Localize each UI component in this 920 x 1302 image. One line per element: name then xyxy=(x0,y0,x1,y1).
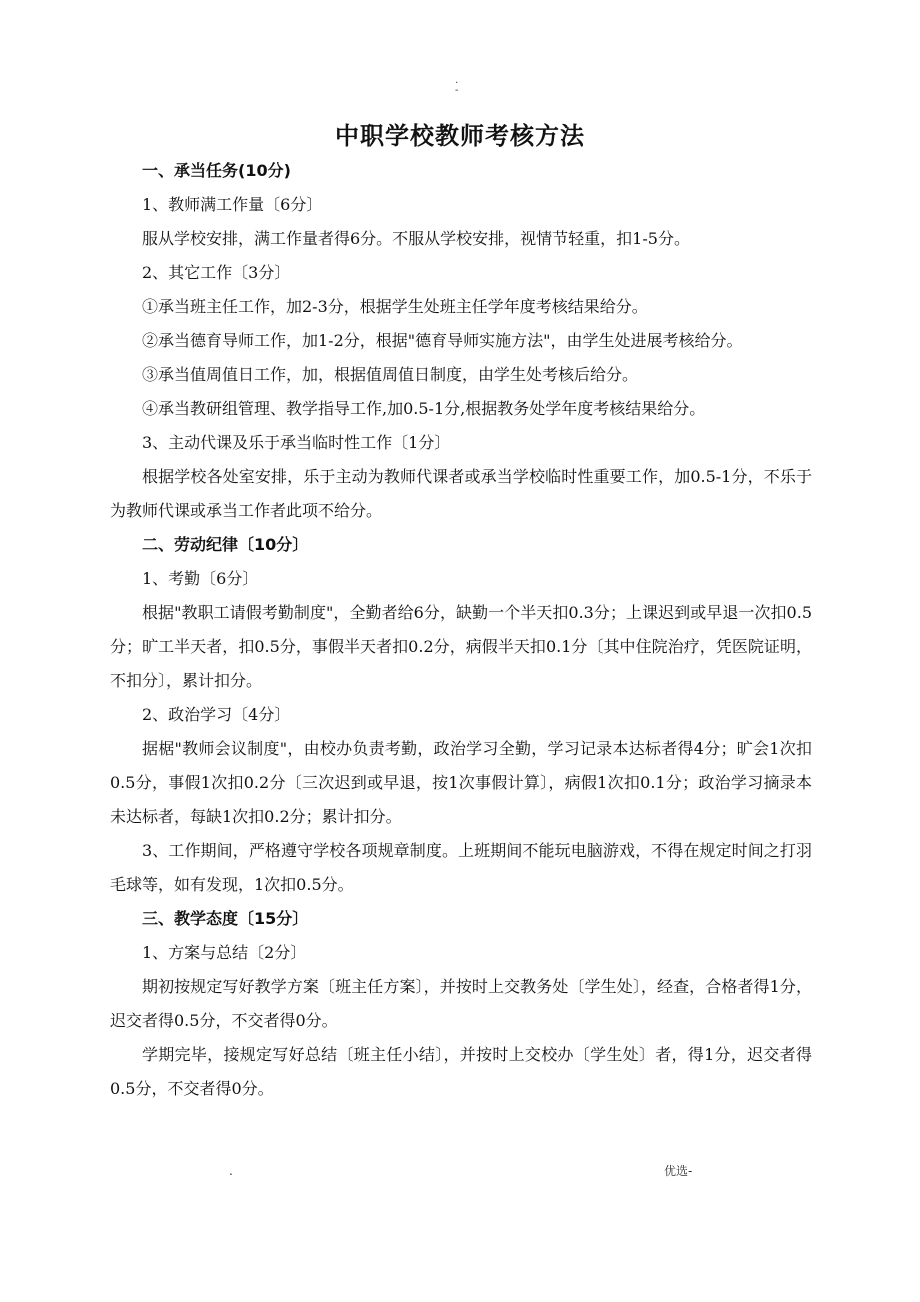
section-heading-1: 一、承当任务(10分) xyxy=(142,161,291,180)
subsection-heading: 1、考勤〔6分〕 xyxy=(142,569,259,588)
subsection-heading: 3、主动代课及乐于承当临时性工作〔1分〕 xyxy=(142,433,451,452)
body-paragraph: 根据学校各处室安排，乐于主动为教师代课者或承当学校临时性重要工作，加0.5-1分，不乐于为教师代课或承当工作者此项不给分。 xyxy=(110,467,812,520)
footer-text: 优选- xyxy=(664,1164,693,1178)
body-paragraph: ①承当班主任工作，加2-3分，根据学生处班主任学年度考核结果给分。 xyxy=(142,297,648,316)
body-paragraph: ②承当德育导师工作，加1-2分，根据"德育导师实施方法"，由学生处进展考核给分。 xyxy=(142,331,743,350)
footer-mark: . xyxy=(229,1164,233,1178)
body-paragraph: 根据"教职工请假考勤制度"，全勤者给6分，缺勤一个半天扣0.3分；上课迟到或早退一次扣0.5分；旷工半天者，扣0.5分，事假半天者扣0.2分，病假半天扣0.1分〔其中住院治疗，凭医院证明，不扣分〕，累计扣分。 xyxy=(110,603,812,690)
body-paragraph: 学期完毕，接规定写好总结〔班主任小结〕，并按时上交校办〔学生处〕者，得1分，迟交者得0.5分，不交者得0分。 xyxy=(110,1045,812,1098)
subsection-heading: 1、方案与总结〔2分〕 xyxy=(142,943,307,962)
body-paragraph: 3、工作期间，严格遵守学校各项规章制度。上班期间不能玩电脑游戏，不得在规定时间之打羽毛球等，如有发现，1次扣0.5分。 xyxy=(110,841,812,894)
header-mark xyxy=(455,76,458,96)
body-paragraph: 服从学校安排，满工作量者得6分。不服从学校安排，视情节轻重，扣1-5分。 xyxy=(142,229,690,248)
body-paragraph: 据椐"教师会议制度"，由校办负责考勤，政治学习全勤，学习记录本达标者得4分；旷会1次扣0.5分，事假1次扣0.2分〔三次迟到或早退，按1次事假计算〕，病假1次扣0.1分；政治学习摘录本未达标者，每缺1次扣0.2分；累计扣分。 xyxy=(110,739,812,826)
header-mark-dot: . xyxy=(455,75,459,86)
subsection-heading: 2、其它工作〔3分〕 xyxy=(142,263,291,282)
subsection-heading: 2、政治学习〔4分〕 xyxy=(142,705,291,724)
body-paragraph: ③承当值周值日工作，加，根据值周值日制度，由学生处考核后给分。 xyxy=(142,365,639,384)
subsection-heading: 1、教师满工作量〔6分〕 xyxy=(142,195,323,214)
body-paragraph: ④承当教研组管理、教学指导工作,加0.5-1分,根据教务处学年度考核结果给分。 xyxy=(142,399,706,418)
document-body xyxy=(110,154,812,1106)
body-paragraph: 期初按规定写好教学方案〔班主任方案〕，并按时上交教务处〔学生处〕，经查，合格者得1分，迟交者得0.5分，不交者得0分。 xyxy=(110,977,812,1030)
section-heading-2: 二、劳动纪律〔10分〕 xyxy=(142,535,309,554)
page-title: 中职学校教师考核方法 xyxy=(335,122,585,150)
header-mark-dash: - xyxy=(455,85,459,96)
section-heading-3: 三、教学态度〔15分〕 xyxy=(142,909,309,928)
